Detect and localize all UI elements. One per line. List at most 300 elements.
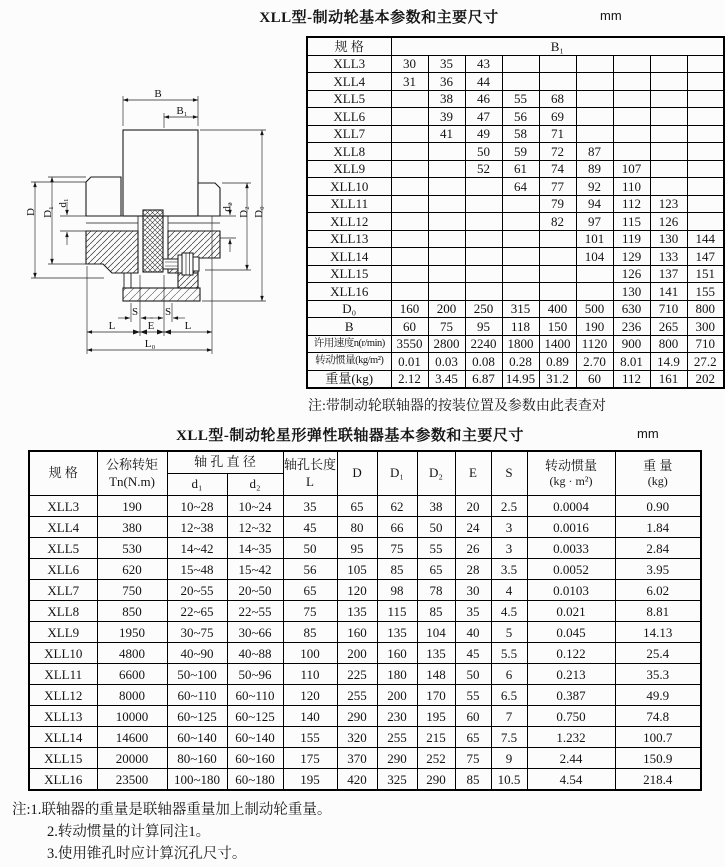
cell: 255 — [337, 685, 377, 706]
cell: 80~160 — [167, 748, 227, 769]
cell: 0.387 — [527, 685, 615, 706]
table1-row — [307, 73, 724, 91]
cell: 107 — [613, 160, 650, 178]
coupling-section-drawing — [0, 70, 305, 370]
table1-title: XLL型-制动轮基本参数和主要尺寸 — [259, 10, 499, 26]
cell: 370 — [337, 748, 377, 769]
cell: 92 — [576, 178, 613, 196]
cell: 65 — [417, 559, 455, 580]
cell — [465, 283, 502, 301]
cell: 64 — [502, 178, 539, 196]
cell: 135 — [337, 601, 377, 622]
cell: 135 — [377, 622, 417, 643]
t2-bore-len-header — [283, 451, 337, 496]
dim-label-B1: B₁ — [176, 105, 188, 117]
t2-D1-header: D₁ — [377, 451, 417, 496]
cell — [650, 90, 687, 108]
cell: 31 — [391, 73, 428, 91]
cell — [539, 248, 576, 266]
cell: 112 — [613, 195, 650, 213]
cell — [502, 195, 539, 213]
cell: 150 — [539, 318, 576, 336]
dim-label-d2: d₂ — [221, 202, 233, 212]
cell: 40~88 — [227, 643, 283, 664]
cell: 2.12 — [391, 370, 428, 388]
cell: 65 — [337, 496, 377, 517]
cell: 31.2 — [539, 370, 576, 388]
cell: 800 — [687, 300, 724, 318]
cell — [539, 55, 576, 73]
table1-row — [307, 230, 724, 248]
cell — [613, 108, 650, 126]
cell: 620 — [97, 559, 167, 580]
cell: 85 — [283, 622, 337, 643]
cell — [539, 265, 576, 283]
cell: 100 — [283, 643, 337, 664]
cell: 41 — [428, 125, 465, 143]
table2-row — [29, 559, 701, 580]
cell: 190 — [97, 496, 167, 517]
cell — [391, 125, 428, 143]
row-label: XLL3 — [29, 496, 97, 517]
row-label: XLL7 — [29, 580, 97, 601]
cell — [428, 248, 465, 266]
cell: 28 — [455, 559, 491, 580]
cell: 94 — [576, 195, 613, 213]
cell — [502, 230, 539, 248]
row-label: XLL16 — [29, 769, 97, 791]
cell: 104 — [576, 248, 613, 266]
table1-row — [307, 108, 724, 126]
row-label: XLL7 — [307, 125, 391, 143]
cell — [428, 160, 465, 178]
cell — [391, 265, 428, 283]
table1-b1-header: B₁ — [391, 37, 724, 55]
cell: 0.0052 — [527, 559, 615, 580]
row-label: XLL10 — [29, 643, 97, 664]
cell — [576, 265, 613, 283]
cell: 8.81 — [615, 601, 701, 622]
row-label: XLL9 — [307, 160, 391, 178]
table2-row — [29, 496, 701, 517]
cell — [576, 55, 613, 73]
t2-torque-line2: Tn(N.m) — [109, 473, 155, 489]
cell — [687, 213, 724, 231]
cell: 97 — [576, 213, 613, 231]
cell: 35 — [428, 55, 465, 73]
table1-note: 注:带制动轮联轴器的按装位置及参数由此表查对 — [308, 399, 606, 414]
cell: 14~35 — [227, 538, 283, 559]
dim-label-S-right: S — [164, 306, 172, 318]
cell: 20~55 — [167, 580, 227, 601]
cell — [650, 178, 687, 196]
row-label: XLL10 — [307, 178, 391, 196]
cell: 120 — [283, 685, 337, 706]
cell — [502, 55, 539, 73]
row-label: XLL11 — [29, 664, 97, 685]
cell: 75 — [455, 748, 491, 769]
cell — [650, 73, 687, 91]
cell: 49 — [465, 125, 502, 143]
cell: 50 — [465, 143, 502, 161]
table2-row — [29, 538, 701, 559]
cell: 112 — [613, 370, 650, 388]
cell: 2.5 — [491, 496, 527, 517]
row-label: B — [307, 318, 391, 336]
cell: 22~55 — [227, 601, 283, 622]
cell — [391, 108, 428, 126]
dim-label-E: E — [147, 320, 155, 332]
cell: 14.9 — [650, 353, 687, 371]
row-label: XLL12 — [29, 685, 97, 706]
cell: 59 — [502, 143, 539, 161]
table2-row — [29, 622, 701, 643]
cell: 12~32 — [227, 517, 283, 538]
cell: 530 — [97, 538, 167, 559]
cell: 43 — [465, 55, 502, 73]
cell: 39 — [428, 108, 465, 126]
table1-row — [307, 195, 724, 213]
cell — [650, 125, 687, 143]
row-label: XLL5 — [29, 538, 97, 559]
cell: 190 — [576, 318, 613, 336]
cell — [465, 178, 502, 196]
cell — [650, 55, 687, 73]
cell: 10000 — [97, 706, 167, 727]
cell: 115 — [613, 213, 650, 231]
cell: 119 — [613, 230, 650, 248]
cell: 85 — [377, 559, 417, 580]
t2-weight-header — [615, 451, 701, 496]
table1-row — [307, 213, 724, 231]
cell: 290 — [417, 769, 455, 791]
row-label: XLL8 — [29, 601, 97, 622]
row-label: XLL8 — [307, 143, 391, 161]
cell: 38 — [428, 90, 465, 108]
cell: 60 — [576, 370, 613, 388]
cell: 115 — [377, 601, 417, 622]
cell: 0.021 — [527, 601, 615, 622]
cell: 3550 — [391, 335, 428, 353]
dim-label-L-right: L — [184, 320, 192, 332]
cell — [465, 248, 502, 266]
cell: 4.5 — [491, 601, 527, 622]
cell: 58 — [502, 125, 539, 143]
table2-header-row1 — [29, 451, 701, 474]
cell: 30 — [391, 55, 428, 73]
row-label: XLL12 — [307, 213, 391, 231]
cell — [687, 73, 724, 91]
table1-row — [307, 125, 724, 143]
cell: 800 — [650, 335, 687, 353]
t2-inertia-header — [527, 451, 615, 496]
table1-body — [307, 55, 724, 388]
cell: 218.4 — [615, 769, 701, 791]
table2-title: XLL型-制动轮星形弹性联轴器基本参数和主要尺寸 — [176, 428, 524, 444]
cell: 55 — [455, 685, 491, 706]
cell — [391, 195, 428, 213]
cell: 290 — [337, 706, 377, 727]
table1-row — [307, 300, 724, 318]
cell: 141 — [650, 283, 687, 301]
footnote-3: 3.使用锥孔时应计算沉孔尺寸。 — [47, 846, 247, 862]
cell: 137 — [650, 265, 687, 283]
cell: 2240 — [465, 335, 502, 353]
cell: 0.01 — [391, 353, 428, 371]
cell — [650, 143, 687, 161]
cell: 78 — [417, 580, 455, 601]
dim-label-L-left: L — [108, 320, 116, 332]
dim-label-D: D — [25, 208, 37, 216]
cell: 100.7 — [615, 727, 701, 748]
cell: 61 — [502, 160, 539, 178]
cell — [391, 160, 428, 178]
cell: 20000 — [97, 748, 167, 769]
cell: 14~42 — [167, 538, 227, 559]
cell — [613, 143, 650, 161]
t2-inertia-line1: 转动惯量 — [545, 457, 598, 473]
cell: 60 — [391, 318, 428, 336]
cell: 60~125 — [227, 706, 283, 727]
cell — [391, 230, 428, 248]
footnote-1: 注:1.联轴器的重量是联轴器重量加上制动轮重量。 — [12, 802, 332, 818]
cell — [539, 73, 576, 91]
cell: 252 — [417, 748, 455, 769]
cell: 40 — [455, 622, 491, 643]
table1-row — [307, 335, 724, 353]
cell: 0.90 — [615, 496, 701, 517]
cell: 129 — [613, 248, 650, 266]
cell: 95 — [465, 318, 502, 336]
row-label: 转动惯量(kg/m²) — [307, 353, 391, 371]
cell — [428, 213, 465, 231]
cell — [428, 143, 465, 161]
row-label: XLL3 — [307, 55, 391, 73]
cell: 3 — [491, 517, 527, 538]
cell: 95 — [337, 538, 377, 559]
cell: 110 — [283, 664, 337, 685]
cell: 14.95 — [502, 370, 539, 388]
cell: 200 — [377, 685, 417, 706]
cell: 50 — [283, 538, 337, 559]
cell: 151 — [687, 265, 724, 283]
cell — [650, 160, 687, 178]
table1-unit: mm — [600, 8, 622, 23]
cell — [428, 283, 465, 301]
cell: 5 — [491, 622, 527, 643]
cell — [428, 230, 465, 248]
cell: 50~96 — [227, 664, 283, 685]
table1-row — [307, 248, 724, 266]
cell — [650, 108, 687, 126]
row-label: XLL5 — [307, 90, 391, 108]
cell: 75 — [377, 538, 417, 559]
cell: 27.2 — [687, 353, 724, 371]
table1-row — [307, 370, 724, 388]
cell: 104 — [417, 622, 455, 643]
table2-row — [29, 601, 701, 622]
cell: 110 — [613, 178, 650, 196]
cell: 0.0103 — [527, 580, 615, 601]
cell: 170 — [417, 685, 455, 706]
row-label: XLL15 — [29, 748, 97, 769]
cell: 10~24 — [227, 496, 283, 517]
cell: 265 — [650, 318, 687, 336]
cell: 148 — [417, 664, 455, 685]
cell: 0.89 — [539, 353, 576, 371]
cell: 6.02 — [615, 580, 701, 601]
cell: 35 — [455, 601, 491, 622]
cell — [391, 248, 428, 266]
t2-D-header: D — [337, 451, 377, 496]
cell: 250 — [465, 300, 502, 318]
cell: 133 — [650, 248, 687, 266]
cell: 3.5 — [491, 559, 527, 580]
cell: 79 — [539, 195, 576, 213]
cell: 66 — [377, 517, 417, 538]
cell: 225 — [337, 664, 377, 685]
table1-row — [307, 55, 724, 73]
cell — [502, 73, 539, 91]
table2-body — [29, 496, 701, 791]
coupling-table — [28, 450, 702, 791]
table1-row — [307, 90, 724, 108]
cell: 140 — [283, 706, 337, 727]
table1-row — [307, 318, 724, 336]
cell: 56 — [502, 108, 539, 126]
cell: 0.0004 — [527, 496, 615, 517]
cell: 101 — [576, 230, 613, 248]
brake-wheel-table — [306, 36, 725, 389]
cell: 202 — [687, 370, 724, 388]
cell: 420 — [337, 769, 377, 791]
cell: 1800 — [502, 335, 539, 353]
cell: 2800 — [428, 335, 465, 353]
cell: 60~160 — [227, 748, 283, 769]
row-label: XLL14 — [29, 727, 97, 748]
cell: 1120 — [576, 335, 613, 353]
cell: 750 — [97, 580, 167, 601]
t2-bore-dia-header: 轴 孔 直 径 — [167, 451, 283, 474]
table1-spec-header: 规 格 — [307, 37, 391, 55]
dim-label-d1: d₁ — [57, 198, 69, 208]
row-label: 许用速度n(r/min) — [307, 335, 391, 353]
cell: 710 — [650, 300, 687, 318]
table2-row — [29, 517, 701, 538]
cell: 255 — [377, 727, 417, 748]
cell: 180 — [377, 664, 417, 685]
cell: 35 — [283, 496, 337, 517]
cell: 74.8 — [615, 706, 701, 727]
cell: 46 — [465, 90, 502, 108]
table1-row — [307, 283, 724, 301]
row-label: XLL4 — [307, 73, 391, 91]
cell — [391, 143, 428, 161]
table1-row — [307, 265, 724, 283]
cell: 8.01 — [613, 353, 650, 371]
cell: 0.0033 — [527, 538, 615, 559]
cell: 44 — [465, 73, 502, 91]
cell: 155 — [283, 727, 337, 748]
t2-weight-line2: (kg) — [647, 474, 668, 489]
cell: 65 — [283, 580, 337, 601]
cell: 71 — [539, 125, 576, 143]
cell: 60~110 — [227, 685, 283, 706]
cell: 105 — [337, 559, 377, 580]
cell: 315 — [502, 300, 539, 318]
cell: 82 — [539, 213, 576, 231]
cell — [687, 178, 724, 196]
footnote-2: 2.转动惯量的计算同注1。 — [47, 824, 211, 840]
cell: 15~42 — [227, 559, 283, 580]
cell: 3.45 — [428, 370, 465, 388]
cell: 120 — [337, 580, 377, 601]
cell: 72 — [539, 143, 576, 161]
cell: 126 — [650, 213, 687, 231]
row-label: XLL14 — [307, 248, 391, 266]
cell: 130 — [650, 230, 687, 248]
cell: 200 — [337, 643, 377, 664]
cell: 1.232 — [527, 727, 615, 748]
cell: 144 — [687, 230, 724, 248]
dim-label-S-left: S — [131, 306, 139, 318]
cell: 4800 — [97, 643, 167, 664]
cell — [391, 90, 428, 108]
cell: 80 — [337, 517, 377, 538]
cell: 400 — [539, 300, 576, 318]
cell: 155 — [687, 283, 724, 301]
cell: 236 — [613, 318, 650, 336]
cell: 160 — [377, 643, 417, 664]
row-label: XLL9 — [29, 622, 97, 643]
cell: 0.0016 — [527, 517, 615, 538]
cell: 3.95 — [615, 559, 701, 580]
cell — [613, 90, 650, 108]
cell: 6 — [491, 664, 527, 685]
t2-spec-header: 规 格 — [29, 451, 97, 496]
cell: 6.5 — [491, 685, 527, 706]
cell: 50 — [455, 664, 491, 685]
cell: 1.84 — [615, 517, 701, 538]
t2-S-header: S — [491, 451, 527, 496]
cell: 98 — [377, 580, 417, 601]
row-label: XLL11 — [307, 195, 391, 213]
cell: 60 — [455, 706, 491, 727]
cell: 2.84 — [615, 538, 701, 559]
cell: 38 — [417, 496, 455, 517]
cell — [465, 265, 502, 283]
cell: 14600 — [97, 727, 167, 748]
cell — [539, 230, 576, 248]
cell — [687, 90, 724, 108]
cell: 0.28 — [502, 353, 539, 371]
row-label: 重量(kg) — [307, 370, 391, 388]
footnotes — [12, 799, 331, 865]
cell: 2.70 — [576, 353, 613, 371]
table2-row — [29, 685, 701, 706]
cell: 30~75 — [167, 622, 227, 643]
cell: 161 — [650, 370, 687, 388]
cell: 68 — [539, 90, 576, 108]
cell: 6600 — [97, 664, 167, 685]
dim-label-D0: D₀ — [253, 206, 265, 218]
cell — [391, 213, 428, 231]
cell: 195 — [283, 769, 337, 791]
cell: 87 — [576, 143, 613, 161]
cell: 135 — [417, 643, 455, 664]
cell: 52 — [465, 160, 502, 178]
cell: 15~48 — [167, 559, 227, 580]
